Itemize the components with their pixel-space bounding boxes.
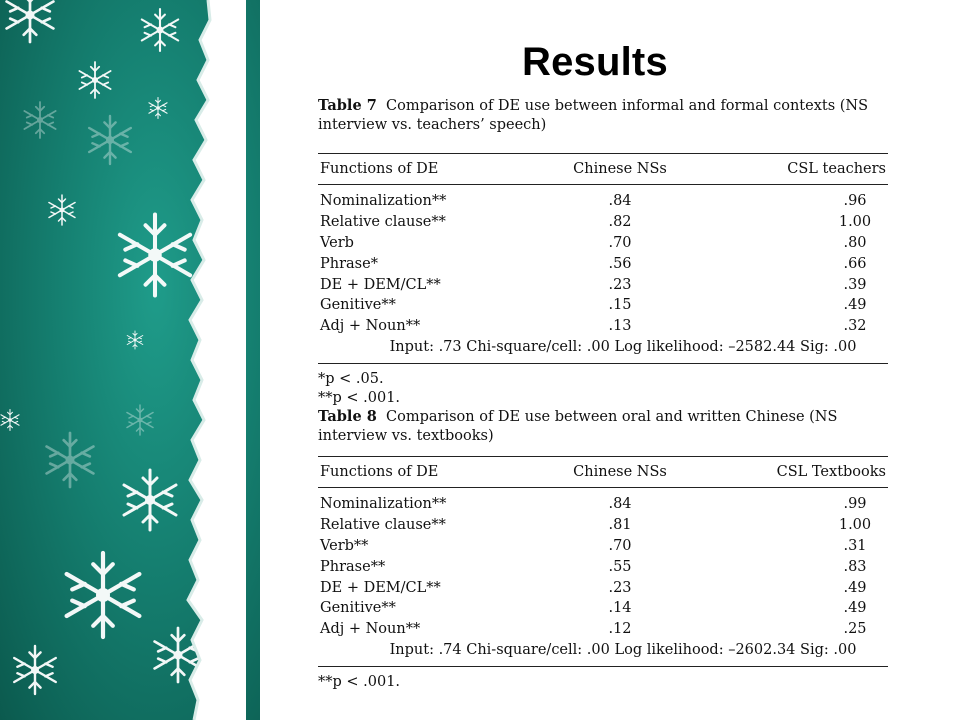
column-header: Functions of DE <box>320 161 439 177</box>
function-cell: Nominalization** <box>320 496 447 513</box>
frost-edge-decoration <box>186 0 246 720</box>
table-row <box>318 191 888 212</box>
value-cell: .80 <box>843 234 867 251</box>
significance-note: **p < .001. <box>318 389 401 406</box>
function-cell: Relative clause** <box>320 214 446 231</box>
table-row <box>318 577 888 598</box>
value-cell: .14 <box>608 600 632 617</box>
decorative-side-panel <box>0 0 260 720</box>
table-row <box>318 212 888 233</box>
value-cell: .12 <box>608 621 632 638</box>
function-cell: DE + DEM/CL** <box>320 276 441 293</box>
value-cell: .82 <box>608 214 632 231</box>
significance-note: *p < .05. <box>318 370 384 387</box>
column-header: Chinese NSs <box>573 161 667 177</box>
table-row <box>318 494 888 515</box>
table-row <box>318 295 888 316</box>
table-header-rule <box>318 184 888 185</box>
table-bottom-rule <box>318 363 888 364</box>
value-cell: .84 <box>608 496 632 513</box>
table-bottom-rule <box>318 666 888 667</box>
table-header-row <box>318 154 888 184</box>
table-summary: Input: .74 Chi-square/cell: .00 Log likelihood: –2602.34 Sig: .00 <box>389 641 857 658</box>
function-cell: Phrase** <box>320 558 386 575</box>
slide-title: Results <box>522 40 668 84</box>
column-header: CSL Textbooks <box>776 464 886 480</box>
table-row <box>318 536 888 557</box>
value-cell: .32 <box>843 318 867 335</box>
function-cell: Verb <box>320 234 354 251</box>
value-cell: .55 <box>608 558 632 575</box>
table-summary: Input: .73 Chi-square/cell: .00 Log likelihood: –2582.44 Sig: .00 <box>389 338 857 355</box>
value-cell: .23 <box>608 276 632 293</box>
table-header-rule <box>318 487 888 488</box>
value-cell: .13 <box>608 318 632 335</box>
function-cell: Genitive** <box>320 297 396 314</box>
table-row <box>318 233 888 254</box>
table-row <box>318 316 888 337</box>
column-header: Functions of DE <box>320 464 439 480</box>
table-7 <box>318 96 888 408</box>
table-label: Table 8 <box>318 408 377 425</box>
value-cell: .49 <box>843 297 867 314</box>
table-caption <box>318 96 888 135</box>
value-cell: .25 <box>843 621 867 638</box>
function-cell: Adj + Noun** <box>320 621 421 638</box>
table-row <box>318 515 888 536</box>
value-cell: .96 <box>843 193 867 210</box>
value-cell: .49 <box>843 600 867 617</box>
value-cell: .15 <box>608 297 632 314</box>
table-row <box>318 253 888 274</box>
table-caption <box>318 407 888 446</box>
value-cell: 1.00 <box>838 517 872 534</box>
function-cell: Genitive** <box>320 600 396 617</box>
value-cell: .23 <box>608 579 632 596</box>
value-cell: .66 <box>843 255 867 272</box>
value-cell: .81 <box>608 517 632 534</box>
column-header: CSL teachers <box>787 161 886 177</box>
value-cell: .99 <box>843 496 867 513</box>
function-cell: Adj + Noun** <box>320 318 421 335</box>
value-cell: .56 <box>608 255 632 272</box>
value-cell: .84 <box>608 193 632 210</box>
table-caption-text: Comparison of DE use between informal and formal contexts (NS interview vs. teachers’ speech) <box>318 98 869 133</box>
value-cell: .70 <box>608 234 632 251</box>
value-cell: .83 <box>843 558 867 575</box>
function-cell: DE + DEM/CL** <box>320 579 441 596</box>
function-cell: Relative clause** <box>320 517 446 534</box>
value-cell: 1.00 <box>838 214 872 231</box>
table-row <box>318 598 888 619</box>
value-cell: .70 <box>608 537 632 554</box>
function-cell: Verb** <box>320 537 369 554</box>
table-label: Table 7 <box>318 97 377 114</box>
table-caption-text: Comparison of DE use between oral and written Chinese (NS interview vs. textbooks) <box>318 409 838 444</box>
table-row <box>318 619 888 640</box>
value-cell: .31 <box>843 537 867 554</box>
table-row <box>318 274 888 295</box>
table-header-row <box>318 457 888 487</box>
function-cell: Nominalization** <box>320 193 447 210</box>
table-8 <box>318 407 888 692</box>
table-row <box>318 556 888 577</box>
significance-note: **p < .001. <box>318 673 401 690</box>
column-header: Chinese NSs <box>573 464 667 480</box>
value-cell: .49 <box>843 579 867 596</box>
function-cell: Phrase* <box>320 255 378 272</box>
value-cell: .39 <box>843 276 867 293</box>
